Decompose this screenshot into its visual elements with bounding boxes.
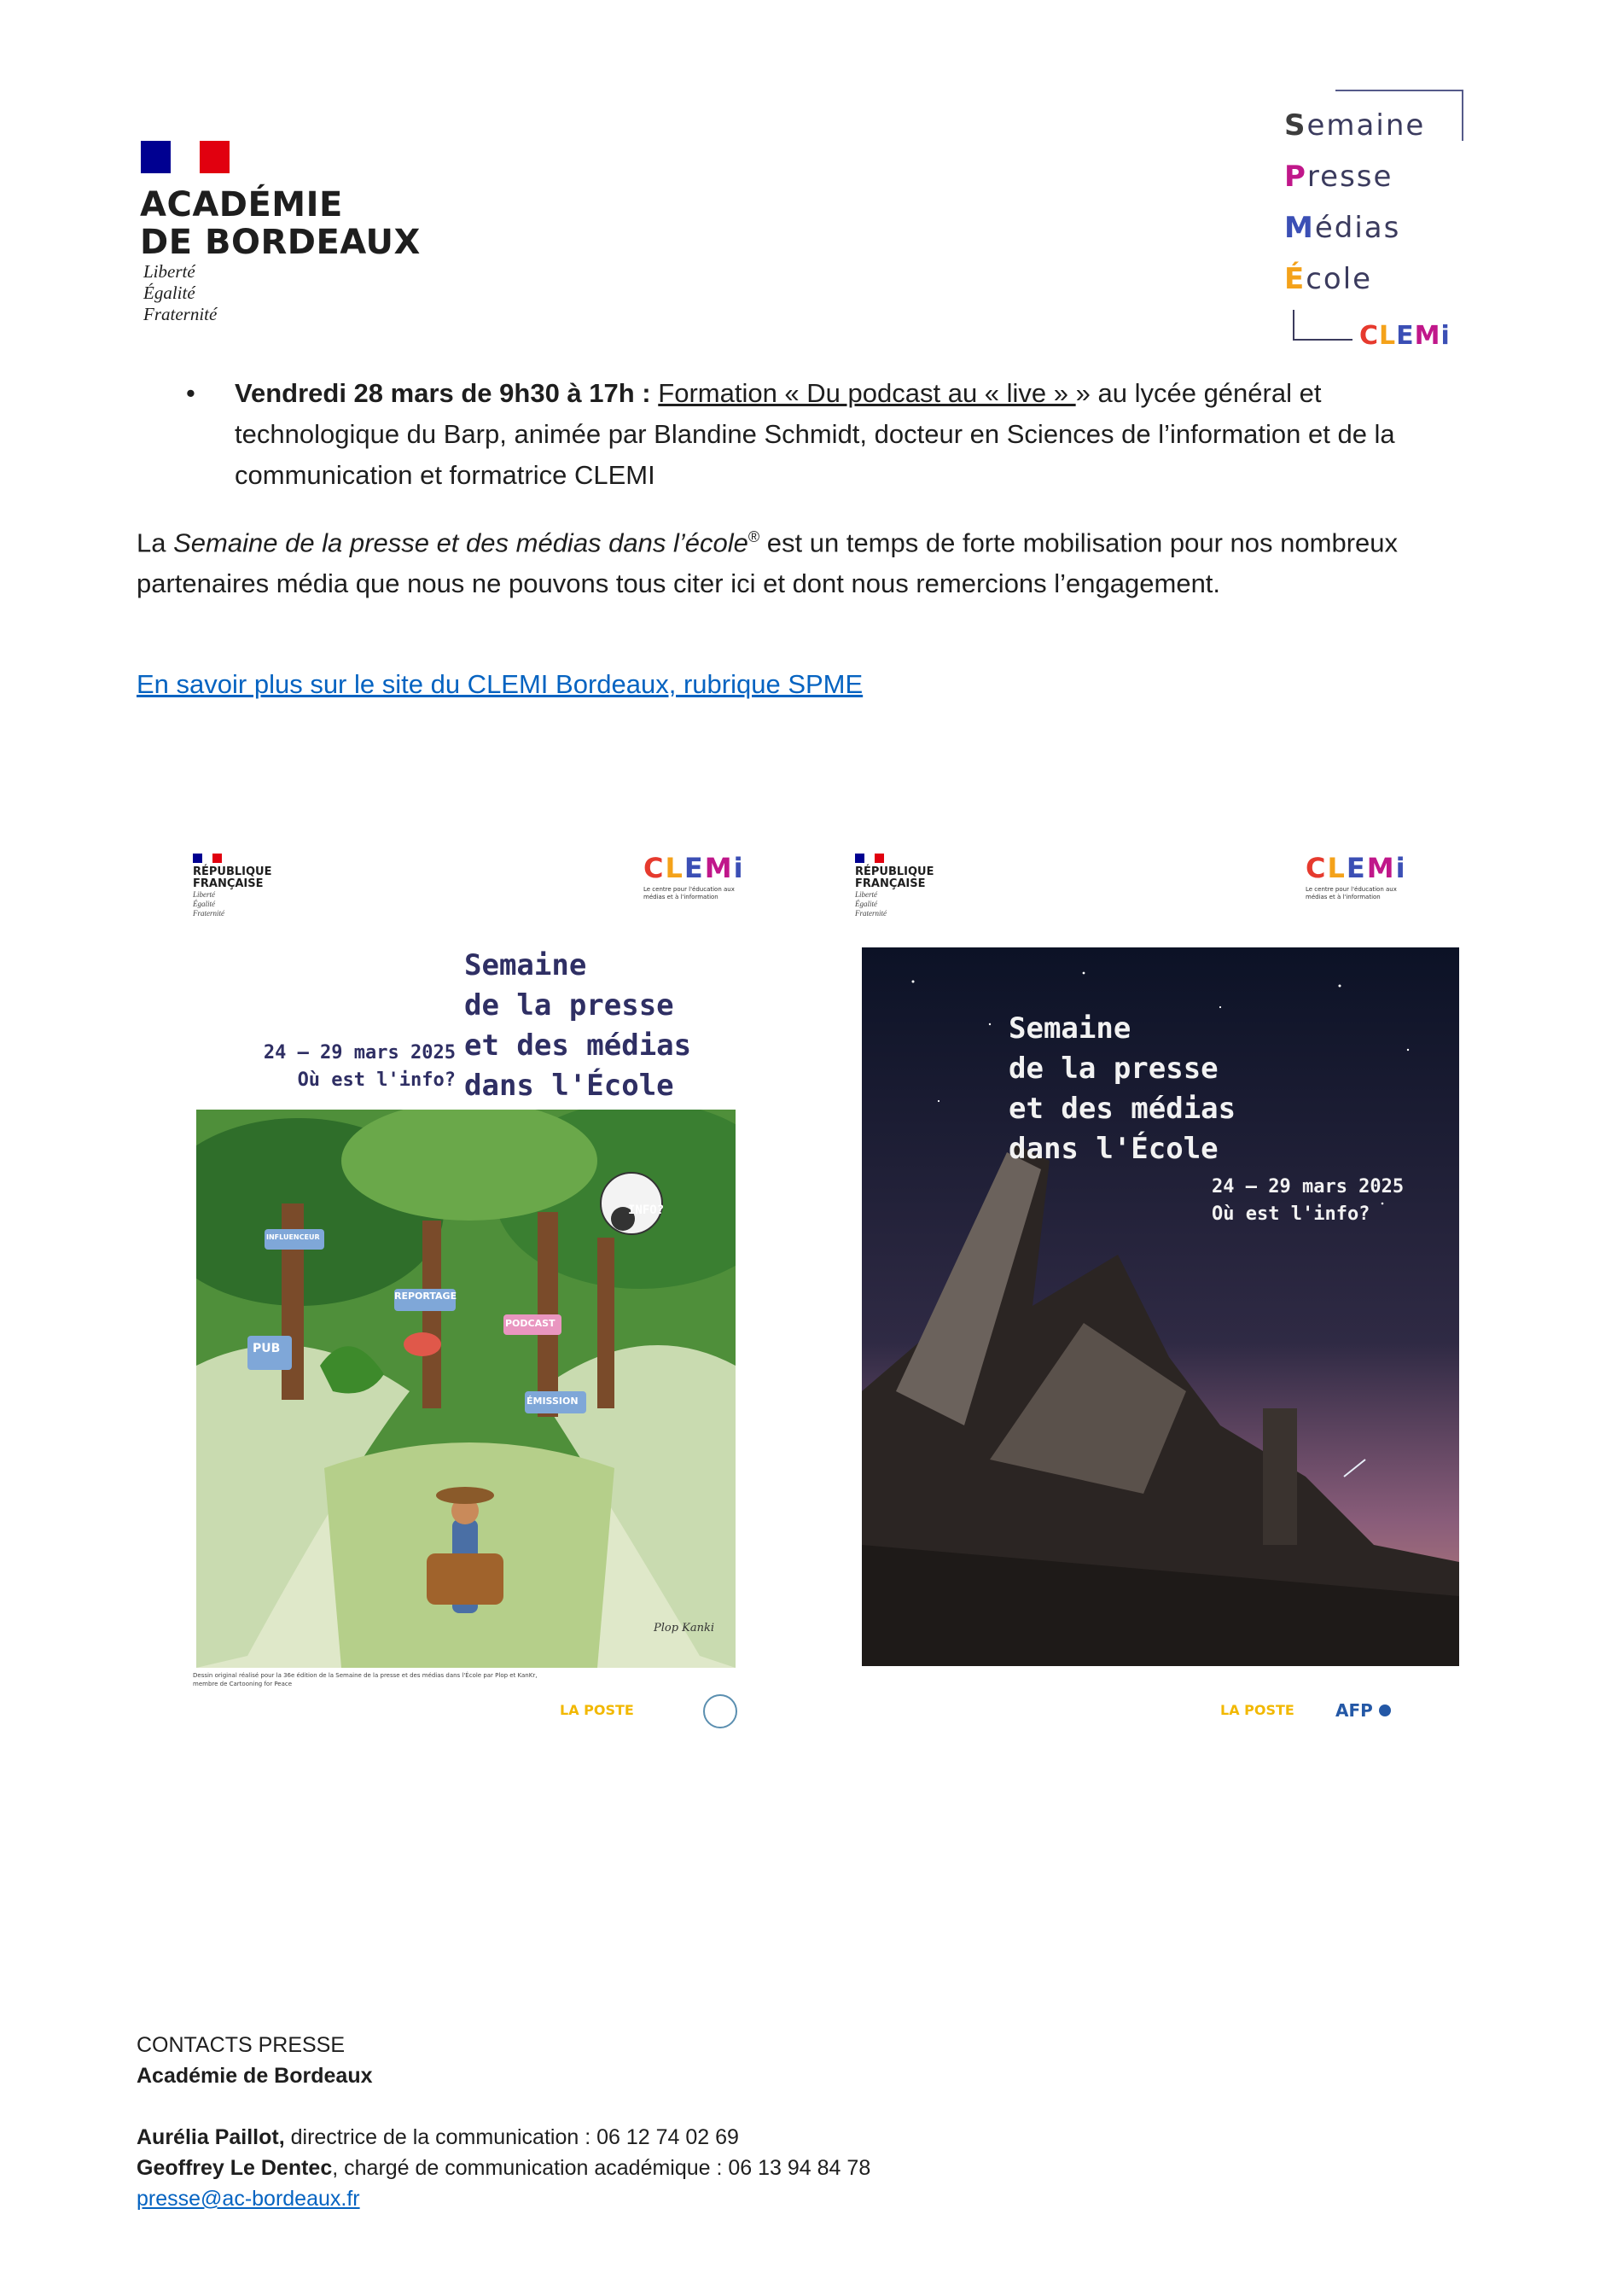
devise bbox=[143, 261, 217, 325]
contacts-org: Académie de Bordeaux bbox=[137, 2064, 373, 2088]
poster-illustration: RÉPUBLIQUE FRANÇAISE Liberté Égalité Fraternité CLEMi Le centre pour l'éducation aux médias et à l'information Semaine de la presse et des médias dans l'École 24 — 29 mars 2025 Où est l'info? INFO? REPORTAGE PUB PODCAST ÉMISSION INFLUENCEUR Plop Kanki Dessin original réalisé pour la 36e édition de la Semaine de la presse et des médias dans l'École par Plop et KanKr, membre de Cartooning for Peace LA POSTE bbox=[193, 854, 739, 1741]
sign-podcast: PODCAST bbox=[505, 1318, 556, 1329]
spme-initial: É bbox=[1284, 262, 1306, 296]
spme-word-semaine: Semaine bbox=[1284, 108, 1426, 143]
devise-egalite: Égalité bbox=[143, 283, 195, 303]
academie-name-line2: DE BORDEAUX bbox=[140, 223, 421, 262]
spme-initial: P bbox=[1284, 160, 1307, 194]
academie-logo bbox=[137, 137, 421, 333]
spme-frame-line bbox=[1462, 90, 1463, 141]
sign-emission: ÉMISSION bbox=[526, 1396, 579, 1407]
contact-name: Geoffrey Le Dentec bbox=[137, 2156, 333, 2180]
poster-dates: 24 — 29 mars 2025 Où est l'info? bbox=[1212, 1176, 1405, 1225]
afp-dot-icon bbox=[1379, 1705, 1391, 1716]
spme-word-presse: Presse bbox=[1284, 160, 1393, 194]
clemi-bordeaux-link[interactable]: En savoir plus sur le site du CLEMI Bordeaux, rubrique SPME bbox=[137, 669, 864, 699]
bullet-rest: » au lycée général et technologique du Barp, animée par Blandine Schmidt, docteur en Sciences de l’information et de la communication et formatrice CLEMI bbox=[235, 378, 1395, 490]
republique-francaise-logo: RÉPUBLIQUE FRANÇAISE Liberté Égalité Fraternité bbox=[193, 854, 270, 918]
training-link[interactable]: Formation « Du podcast au « live » bbox=[658, 378, 1076, 408]
spme-word-medias: Médias bbox=[1284, 211, 1401, 245]
partner-seal-icon bbox=[703, 1694, 737, 1728]
contacts-heading: CONTACTS PRESSE bbox=[137, 2033, 346, 2057]
afp-logo: AFP bbox=[1335, 1701, 1391, 1720]
sign-pub: PUB bbox=[253, 1342, 281, 1355]
spme-logo bbox=[1284, 90, 1468, 351]
illustration-signature: Plop Kanki bbox=[654, 1622, 715, 1635]
spme-word-ecole: École bbox=[1284, 262, 1373, 296]
clemi-logo: CLEMi bbox=[1306, 852, 1407, 884]
spme-paragraph: La Semaine de la presse et des médias dans l’école® est un temps de forte mobilisation pour nos nombreux partenaires média que nous ne pouvons tous citer ici et dont nous remercions l’engagement. bbox=[137, 527, 1399, 599]
press-email-link[interactable]: presse@ac-bordeaux.fr bbox=[137, 2187, 360, 2211]
spme-clemi-logo: CLEMi bbox=[1359, 321, 1451, 351]
laposte-logo: LA POSTE bbox=[560, 1702, 634, 1718]
poster-photo: RÉPUBLIQUE FRANÇAISE Liberté Égalité Fraternité CLEMi Le centre pour l'éducation aux médias et à l'information Semaine de la presse et des médias dans l'École 24 — 29 mars 2025 Où est l'info? LA POSTE AFP bbox=[853, 854, 1468, 1741]
sign-info: INFO? bbox=[628, 1203, 665, 1217]
jungle-illustration bbox=[196, 1110, 736, 1668]
french-flag-icon bbox=[141, 141, 230, 173]
french-flag-icon bbox=[855, 854, 884, 863]
spme-initial: S bbox=[1284, 108, 1307, 143]
poster-title: Semaine de la presse et des médias dans l'École bbox=[1009, 1011, 1236, 1166]
contact-line bbox=[137, 2122, 1161, 2153]
sign-reportage: REPORTAGE bbox=[394, 1291, 457, 1302]
republique-francaise-logo: RÉPUBLIQUE FRANÇAISE Liberté Égalité Fraternité bbox=[855, 854, 932, 918]
french-flag-icon bbox=[193, 854, 222, 863]
spme-frame-line bbox=[1293, 339, 1352, 341]
poster-caption: Dessin original réalisé pour la 36e édition de la Semaine de la presse et des médias dans l'École par Plop et KanKr, membre de Cartooning for Peace bbox=[193, 1672, 538, 1687]
spme-initial: M bbox=[1284, 211, 1315, 245]
laposte-logo: LA POSTE bbox=[1220, 1702, 1294, 1718]
poster-dates: 24 — 29 mars 2025 Où est l'info? bbox=[263, 1042, 456, 1091]
academie-name-line1: ACADÉMIE bbox=[140, 185, 343, 224]
poster-title: Semaine de la presse et des médias dans l'École bbox=[464, 948, 692, 1103]
academie-name bbox=[140, 186, 421, 261]
devise-liberte: Liberté bbox=[143, 261, 195, 282]
bullet-icon: • bbox=[186, 378, 195, 408]
contact-line bbox=[137, 2153, 1161, 2183]
spme-frame-line bbox=[1335, 90, 1463, 91]
spme-frame-line bbox=[1293, 310, 1294, 341]
devise-fraternite: Fraternité bbox=[143, 304, 218, 324]
bullet-content bbox=[235, 373, 1472, 496]
bullet-date: Vendredi 28 mars de 9h30 à 17h : bbox=[235, 378, 651, 408]
sign-influenceur: INFLUENCEUR bbox=[266, 1233, 320, 1241]
contact-role: , chargé de communication académique : 06 13 94 84 78 bbox=[332, 2156, 871, 2180]
footer-contacts bbox=[137, 2030, 1161, 2214]
clemi-logo: CLEMi bbox=[643, 852, 745, 884]
contact-role: directrice de la communication : 06 12 74 02 69 bbox=[284, 2125, 739, 2149]
contact-name: Aurélia Paillot, bbox=[137, 2125, 285, 2149]
spme-name: Semaine de la presse et des médias dans l’école bbox=[173, 527, 748, 558]
